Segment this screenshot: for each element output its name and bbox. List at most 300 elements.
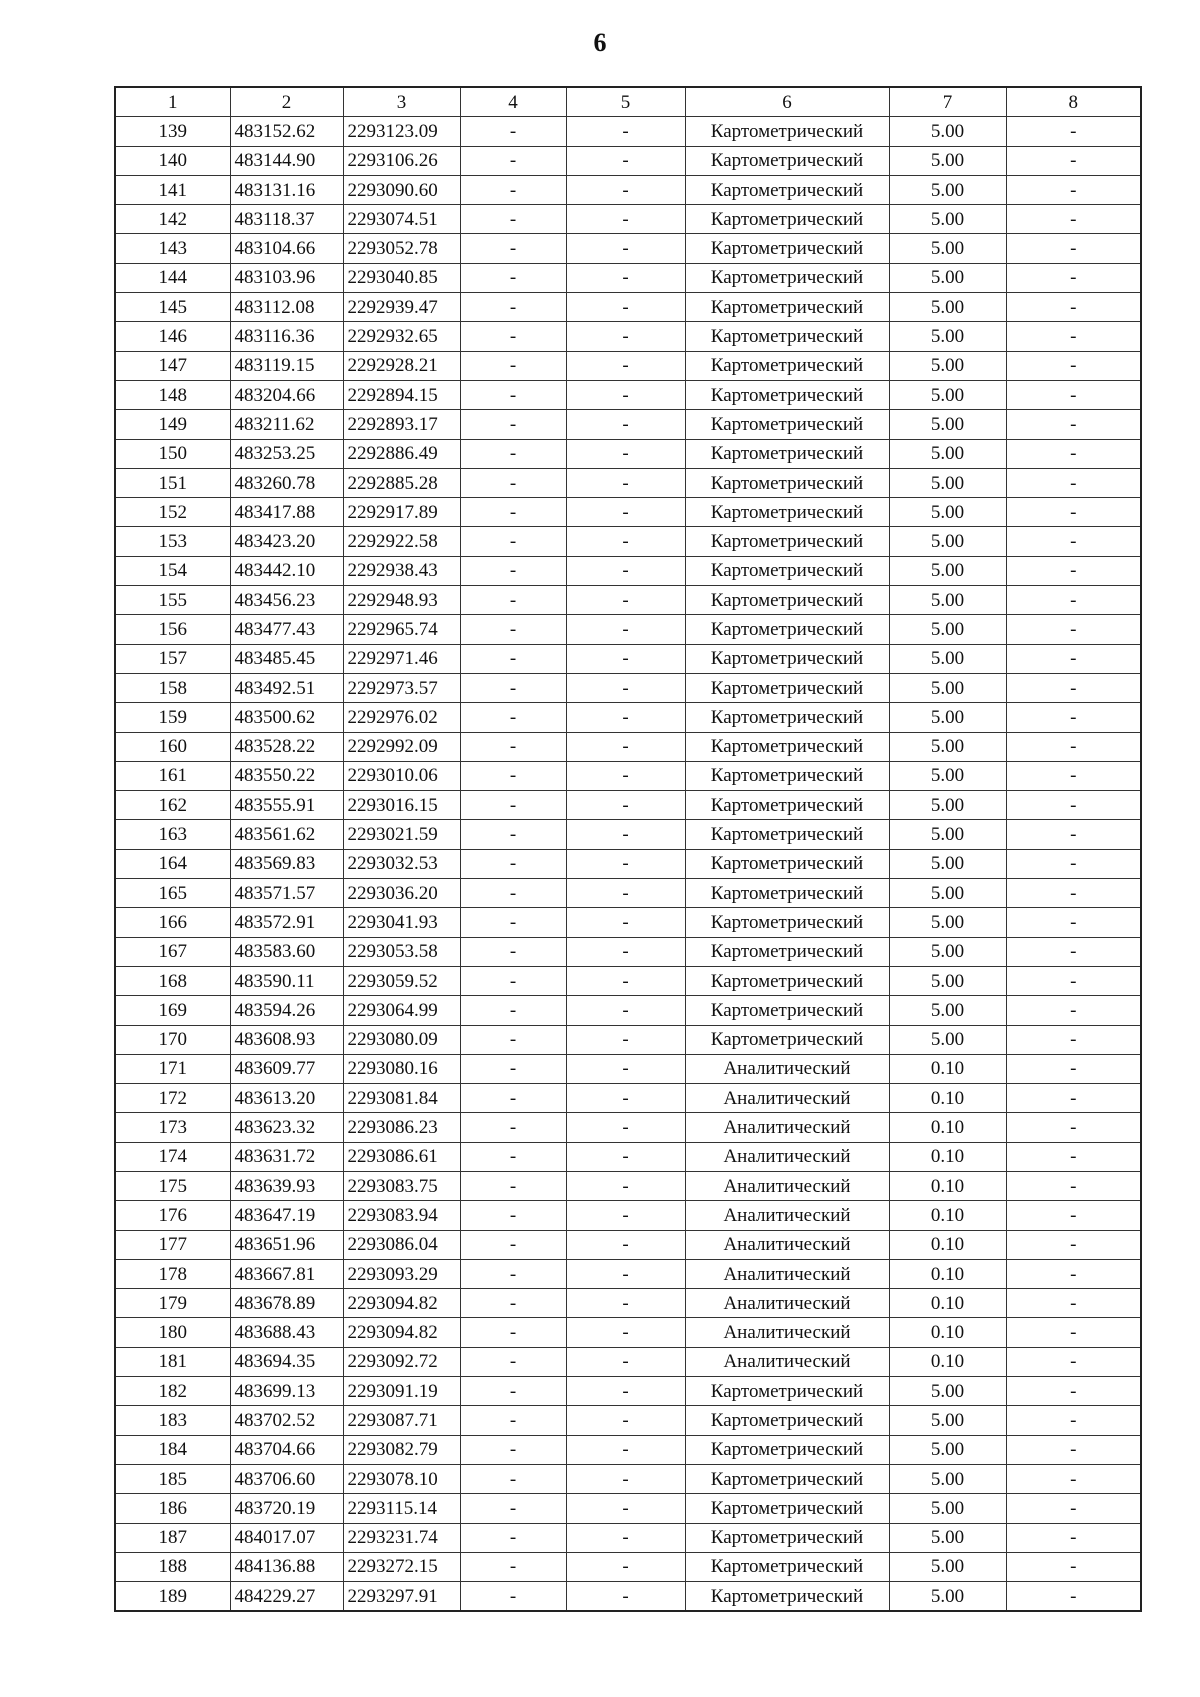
y-coordinate-cell: 2292932.65 — [343, 322, 460, 351]
method-cell: Картометрический — [685, 1025, 889, 1054]
y-coordinate-cell: 2293082.79 — [343, 1435, 460, 1464]
coordinates-table — [114, 86, 1142, 1612]
y-coordinate-cell: 2293086.04 — [343, 1230, 460, 1259]
y-coordinate-cell: 2293010.06 — [343, 761, 460, 790]
col4-cell: - — [460, 351, 566, 380]
col4-cell: - — [460, 498, 566, 527]
table-row — [115, 1406, 1141, 1435]
col5-cell: - — [566, 1084, 685, 1113]
col8-cell: - — [1006, 1582, 1141, 1612]
y-coordinate-cell: 2293080.09 — [343, 1025, 460, 1054]
y-coordinate-cell: 2293106.26 — [343, 146, 460, 175]
point-number-cell: 180 — [115, 1318, 230, 1347]
col4-cell: - — [460, 1289, 566, 1318]
x-coordinate-cell: 483667.81 — [230, 1259, 343, 1288]
col5-cell: - — [566, 1552, 685, 1581]
table-body — [115, 117, 1141, 1612]
col5-cell: - — [566, 732, 685, 761]
method-cell: Картометрический — [685, 380, 889, 409]
col8-cell: - — [1006, 966, 1141, 995]
method-cell: Картометрический — [685, 820, 889, 849]
y-coordinate-cell: 2293064.99 — [343, 996, 460, 1025]
table-row — [115, 1347, 1141, 1376]
x-coordinate-cell: 484017.07 — [230, 1523, 343, 1552]
point-number-cell: 179 — [115, 1289, 230, 1318]
col5-cell: - — [566, 1289, 685, 1318]
col5-cell: - — [566, 322, 685, 351]
col4-cell: - — [460, 820, 566, 849]
point-number-cell: 170 — [115, 1025, 230, 1054]
method-cell: Картометрический — [685, 1464, 889, 1493]
method-cell: Картометрический — [685, 879, 889, 908]
y-coordinate-cell: 2292893.17 — [343, 410, 460, 439]
point-number-cell: 147 — [115, 351, 230, 380]
col8-cell: - — [1006, 996, 1141, 1025]
col8-cell: - — [1006, 1054, 1141, 1083]
y-coordinate-cell: 2293052.78 — [343, 234, 460, 263]
col4-cell: - — [460, 410, 566, 439]
y-coordinate-cell: 2293021.59 — [343, 820, 460, 849]
y-coordinate-cell: 2292922.58 — [343, 527, 460, 556]
col5-cell: - — [566, 498, 685, 527]
y-coordinate-cell: 2292976.02 — [343, 703, 460, 732]
point-number-cell: 151 — [115, 468, 230, 497]
y-coordinate-cell: 2292939.47 — [343, 293, 460, 322]
col4-cell: - — [460, 380, 566, 409]
col4-cell: - — [460, 146, 566, 175]
x-coordinate-cell: 483423.20 — [230, 527, 343, 556]
col5-cell: - — [566, 1377, 685, 1406]
point-number-cell: 186 — [115, 1494, 230, 1523]
accuracy-cell: 5.00 — [889, 1435, 1006, 1464]
table-row — [115, 1230, 1141, 1259]
col8-cell: - — [1006, 703, 1141, 732]
point-number-cell: 140 — [115, 146, 230, 175]
y-coordinate-cell: 2293094.82 — [343, 1289, 460, 1318]
table-header-row — [115, 87, 1141, 117]
method-cell: Картометрический — [685, 1377, 889, 1406]
col5-cell: - — [566, 263, 685, 292]
point-number-cell: 141 — [115, 175, 230, 204]
table-row — [115, 1523, 1141, 1552]
col8-cell: - — [1006, 556, 1141, 585]
col4-cell: - — [460, 849, 566, 878]
col8-cell: - — [1006, 1289, 1141, 1318]
col5-cell: - — [566, 1318, 685, 1347]
col4-cell: - — [460, 1347, 566, 1376]
header-cell: 1 — [115, 87, 230, 117]
point-number-cell: 166 — [115, 908, 230, 937]
col8-cell: - — [1006, 1406, 1141, 1435]
method-cell: Аналитический — [685, 1259, 889, 1288]
point-number-cell: 178 — [115, 1259, 230, 1288]
accuracy-cell: 5.00 — [889, 966, 1006, 995]
x-coordinate-cell: 483144.90 — [230, 146, 343, 175]
col8-cell: - — [1006, 791, 1141, 820]
accuracy-cell: 5.00 — [889, 1406, 1006, 1435]
point-number-cell: 168 — [115, 966, 230, 995]
point-number-cell: 184 — [115, 1435, 230, 1464]
header-cell: 8 — [1006, 87, 1141, 117]
table-row — [115, 1142, 1141, 1171]
accuracy-cell: 5.00 — [889, 908, 1006, 937]
col4-cell: - — [460, 205, 566, 234]
y-coordinate-cell: 2292992.09 — [343, 732, 460, 761]
x-coordinate-cell: 484136.88 — [230, 1552, 343, 1581]
col4-cell: - — [460, 234, 566, 263]
col5-cell: - — [566, 468, 685, 497]
x-coordinate-cell: 483131.16 — [230, 175, 343, 204]
table-row — [115, 322, 1141, 351]
method-cell: Картометрический — [685, 791, 889, 820]
y-coordinate-cell: 2293123.09 — [343, 117, 460, 146]
col4-cell: - — [460, 879, 566, 908]
method-cell: Картометрический — [685, 410, 889, 439]
table-row — [115, 908, 1141, 937]
accuracy-cell: 0.10 — [889, 1230, 1006, 1259]
col5-cell: - — [566, 879, 685, 908]
table-row — [115, 1171, 1141, 1200]
col4-cell: - — [460, 673, 566, 702]
point-number-cell: 142 — [115, 205, 230, 234]
table-row — [115, 966, 1141, 995]
y-coordinate-cell: 2293091.19 — [343, 1377, 460, 1406]
col5-cell: - — [566, 380, 685, 409]
y-coordinate-cell: 2293016.15 — [343, 791, 460, 820]
col5-cell: - — [566, 1113, 685, 1142]
col4-cell: - — [460, 1406, 566, 1435]
col5-cell: - — [566, 205, 685, 234]
col8-cell: - — [1006, 380, 1141, 409]
accuracy-cell: 5.00 — [889, 791, 1006, 820]
col5-cell: - — [566, 1142, 685, 1171]
method-cell: Картометрический — [685, 849, 889, 878]
accuracy-cell: 5.00 — [889, 820, 1006, 849]
y-coordinate-cell: 2293231.74 — [343, 1523, 460, 1552]
x-coordinate-cell: 483103.96 — [230, 263, 343, 292]
table-row — [115, 1259, 1141, 1288]
x-coordinate-cell: 483571.57 — [230, 879, 343, 908]
accuracy-cell: 5.00 — [889, 937, 1006, 966]
accuracy-cell: 0.10 — [889, 1259, 1006, 1288]
accuracy-cell: 5.00 — [889, 410, 1006, 439]
method-cell: Картометрический — [685, 175, 889, 204]
table-row — [115, 937, 1141, 966]
col5-cell: - — [566, 791, 685, 820]
col5-cell: - — [566, 1464, 685, 1493]
col5-cell: - — [566, 1025, 685, 1054]
accuracy-cell: 0.10 — [889, 1084, 1006, 1113]
table-row — [115, 1377, 1141, 1406]
y-coordinate-cell: 2293078.10 — [343, 1464, 460, 1493]
accuracy-cell: 0.10 — [889, 1171, 1006, 1200]
y-coordinate-cell: 2293032.53 — [343, 849, 460, 878]
accuracy-cell: 5.00 — [889, 586, 1006, 615]
col5-cell: - — [566, 527, 685, 556]
method-cell: Картометрический — [685, 439, 889, 468]
x-coordinate-cell: 483477.43 — [230, 615, 343, 644]
y-coordinate-cell: 2292948.93 — [343, 586, 460, 615]
header-cell: 7 — [889, 87, 1006, 117]
col5-cell: - — [566, 1054, 685, 1083]
col8-cell: - — [1006, 1142, 1141, 1171]
col4-cell: - — [460, 1171, 566, 1200]
col4-cell: - — [460, 439, 566, 468]
accuracy-cell: 5.00 — [889, 234, 1006, 263]
point-number-cell: 183 — [115, 1406, 230, 1435]
y-coordinate-cell: 2293074.51 — [343, 205, 460, 234]
x-coordinate-cell: 483623.32 — [230, 1113, 343, 1142]
accuracy-cell: 5.00 — [889, 556, 1006, 585]
col8-cell: - — [1006, 1025, 1141, 1054]
table-row — [115, 556, 1141, 585]
accuracy-cell: 0.10 — [889, 1201, 1006, 1230]
point-number-cell: 154 — [115, 556, 230, 585]
col8-cell: - — [1006, 1377, 1141, 1406]
y-coordinate-cell: 2292894.15 — [343, 380, 460, 409]
accuracy-cell: 5.00 — [889, 263, 1006, 292]
table-row — [115, 468, 1141, 497]
x-coordinate-cell: 483678.89 — [230, 1289, 343, 1318]
col8-cell: - — [1006, 1259, 1141, 1288]
x-coordinate-cell: 483590.11 — [230, 966, 343, 995]
col8-cell: - — [1006, 908, 1141, 937]
table-row — [115, 205, 1141, 234]
accuracy-cell: 5.00 — [889, 615, 1006, 644]
col8-cell: - — [1006, 468, 1141, 497]
header-cell: 3 — [343, 87, 460, 117]
x-coordinate-cell: 483608.93 — [230, 1025, 343, 1054]
col8-cell: - — [1006, 673, 1141, 702]
x-coordinate-cell: 483572.91 — [230, 908, 343, 937]
accuracy-cell: 5.00 — [889, 498, 1006, 527]
x-coordinate-cell: 483702.52 — [230, 1406, 343, 1435]
y-coordinate-cell: 2293094.82 — [343, 1318, 460, 1347]
col5-cell: - — [566, 410, 685, 439]
method-cell: Картометрический — [685, 615, 889, 644]
table-row — [115, 673, 1141, 702]
col4-cell: - — [460, 615, 566, 644]
col8-cell: - — [1006, 879, 1141, 908]
col4-cell: - — [460, 586, 566, 615]
x-coordinate-cell: 483417.88 — [230, 498, 343, 527]
col8-cell: - — [1006, 410, 1141, 439]
x-coordinate-cell: 483569.83 — [230, 849, 343, 878]
method-cell: Картометрический — [685, 351, 889, 380]
point-number-cell: 146 — [115, 322, 230, 351]
x-coordinate-cell: 483704.66 — [230, 1435, 343, 1464]
header-cell: 2 — [230, 87, 343, 117]
accuracy-cell: 5.00 — [889, 644, 1006, 673]
col5-cell: - — [566, 117, 685, 146]
y-coordinate-cell: 2293092.72 — [343, 1347, 460, 1376]
col8-cell: - — [1006, 263, 1141, 292]
x-coordinate-cell: 483116.36 — [230, 322, 343, 351]
accuracy-cell: 5.00 — [889, 761, 1006, 790]
col5-cell: - — [566, 1582, 685, 1612]
accuracy-cell: 5.00 — [889, 1523, 1006, 1552]
table-row — [115, 380, 1141, 409]
col8-cell: - — [1006, 937, 1141, 966]
col8-cell: - — [1006, 849, 1141, 878]
col4-cell: - — [460, 761, 566, 790]
col5-cell: - — [566, 1347, 685, 1376]
accuracy-cell: 0.10 — [889, 1347, 1006, 1376]
y-coordinate-cell: 2293059.52 — [343, 966, 460, 995]
col8-cell: - — [1006, 439, 1141, 468]
accuracy-cell: 5.00 — [889, 1377, 1006, 1406]
col5-cell: - — [566, 1171, 685, 1200]
col8-cell: - — [1006, 205, 1141, 234]
method-cell: Картометрический — [685, 1552, 889, 1581]
point-number-cell: 144 — [115, 263, 230, 292]
col8-cell: - — [1006, 1318, 1141, 1347]
x-coordinate-cell: 483631.72 — [230, 1142, 343, 1171]
method-cell: Картометрический — [685, 205, 889, 234]
col5-cell: - — [566, 703, 685, 732]
col4-cell: - — [460, 937, 566, 966]
method-cell: Аналитический — [685, 1054, 889, 1083]
point-number-cell: 148 — [115, 380, 230, 409]
method-cell: Аналитический — [685, 1347, 889, 1376]
table-row — [115, 615, 1141, 644]
accuracy-cell: 5.00 — [889, 468, 1006, 497]
col4-cell: - — [460, 1201, 566, 1230]
accuracy-cell: 5.00 — [889, 1025, 1006, 1054]
method-cell: Картометрический — [685, 322, 889, 351]
x-coordinate-cell: 483613.20 — [230, 1084, 343, 1113]
col8-cell: - — [1006, 586, 1141, 615]
col5-cell: - — [566, 1406, 685, 1435]
col4-cell: - — [460, 263, 566, 292]
point-number-cell: 177 — [115, 1230, 230, 1259]
point-number-cell: 169 — [115, 996, 230, 1025]
x-coordinate-cell: 483688.43 — [230, 1318, 343, 1347]
col4-cell: - — [460, 1230, 566, 1259]
col8-cell: - — [1006, 293, 1141, 322]
col8-cell: - — [1006, 1084, 1141, 1113]
col5-cell: - — [566, 146, 685, 175]
col8-cell: - — [1006, 322, 1141, 351]
accuracy-cell: 0.10 — [889, 1142, 1006, 1171]
x-coordinate-cell: 483204.66 — [230, 380, 343, 409]
accuracy-cell: 5.00 — [889, 527, 1006, 556]
point-number-cell: 187 — [115, 1523, 230, 1552]
point-number-cell: 182 — [115, 1377, 230, 1406]
y-coordinate-cell: 2293080.16 — [343, 1054, 460, 1083]
col4-cell: - — [460, 1113, 566, 1142]
method-cell: Картометрический — [685, 732, 889, 761]
x-coordinate-cell: 483639.93 — [230, 1171, 343, 1200]
table-row — [115, 996, 1141, 1025]
table-row — [115, 879, 1141, 908]
y-coordinate-cell: 2293093.29 — [343, 1259, 460, 1288]
table-row — [115, 791, 1141, 820]
table-row — [115, 117, 1141, 146]
point-number-cell: 160 — [115, 732, 230, 761]
col4-cell: - — [460, 1142, 566, 1171]
y-coordinate-cell: 2292938.43 — [343, 556, 460, 585]
table-row — [115, 293, 1141, 322]
col8-cell: - — [1006, 615, 1141, 644]
point-number-cell: 143 — [115, 234, 230, 263]
x-coordinate-cell: 484229.27 — [230, 1582, 343, 1612]
method-cell: Аналитический — [685, 1113, 889, 1142]
col4-cell: - — [460, 1054, 566, 1083]
y-coordinate-cell: 2292971.46 — [343, 644, 460, 673]
method-cell: Картометрический — [685, 556, 889, 585]
table-row — [115, 1552, 1141, 1581]
method-cell: Картометрический — [685, 293, 889, 322]
method-cell: Картометрический — [685, 703, 889, 732]
y-coordinate-cell: 2293272.15 — [343, 1552, 460, 1581]
accuracy-cell: 0.10 — [889, 1318, 1006, 1347]
accuracy-cell: 5.00 — [889, 117, 1006, 146]
table-row — [115, 586, 1141, 615]
col8-cell: - — [1006, 117, 1141, 146]
accuracy-cell: 5.00 — [889, 146, 1006, 175]
col4-cell: - — [460, 1464, 566, 1493]
accuracy-cell: 5.00 — [889, 1464, 1006, 1493]
col4-cell: - — [460, 908, 566, 937]
y-coordinate-cell: 2293036.20 — [343, 879, 460, 908]
col5-cell: - — [566, 175, 685, 204]
y-coordinate-cell: 2293081.84 — [343, 1084, 460, 1113]
x-coordinate-cell: 483442.10 — [230, 556, 343, 585]
x-coordinate-cell: 483720.19 — [230, 1494, 343, 1523]
point-number-cell: 175 — [115, 1171, 230, 1200]
x-coordinate-cell: 483699.13 — [230, 1377, 343, 1406]
col5-cell: - — [566, 644, 685, 673]
accuracy-cell: 5.00 — [889, 205, 1006, 234]
point-number-cell: 176 — [115, 1201, 230, 1230]
method-cell: Картометрический — [685, 937, 889, 966]
col4-cell: - — [460, 644, 566, 673]
col8-cell: - — [1006, 1347, 1141, 1376]
col4-cell: - — [460, 1084, 566, 1113]
table-row — [115, 1582, 1141, 1612]
method-cell: Аналитический — [685, 1142, 889, 1171]
col4-cell: - — [460, 1318, 566, 1347]
col5-cell: - — [566, 966, 685, 995]
table-row — [115, 351, 1141, 380]
col5-cell: - — [566, 937, 685, 966]
col5-cell: - — [566, 996, 685, 1025]
col5-cell: - — [566, 1494, 685, 1523]
y-coordinate-cell: 2292886.49 — [343, 439, 460, 468]
table-row — [115, 146, 1141, 175]
table-row — [115, 1054, 1141, 1083]
col8-cell: - — [1006, 351, 1141, 380]
col4-cell: - — [460, 1552, 566, 1581]
accuracy-cell: 0.10 — [889, 1289, 1006, 1318]
table-row — [115, 761, 1141, 790]
point-number-cell: 158 — [115, 673, 230, 702]
x-coordinate-cell: 483260.78 — [230, 468, 343, 497]
accuracy-cell: 5.00 — [889, 351, 1006, 380]
table-row — [115, 1113, 1141, 1142]
table-row — [115, 849, 1141, 878]
point-number-cell: 149 — [115, 410, 230, 439]
point-number-cell: 165 — [115, 879, 230, 908]
point-number-cell: 156 — [115, 615, 230, 644]
y-coordinate-cell: 2293083.75 — [343, 1171, 460, 1200]
table-row — [115, 175, 1141, 204]
point-number-cell: 173 — [115, 1113, 230, 1142]
point-number-cell: 185 — [115, 1464, 230, 1493]
col4-cell: - — [460, 1582, 566, 1612]
method-cell: Картометрический — [685, 1582, 889, 1612]
